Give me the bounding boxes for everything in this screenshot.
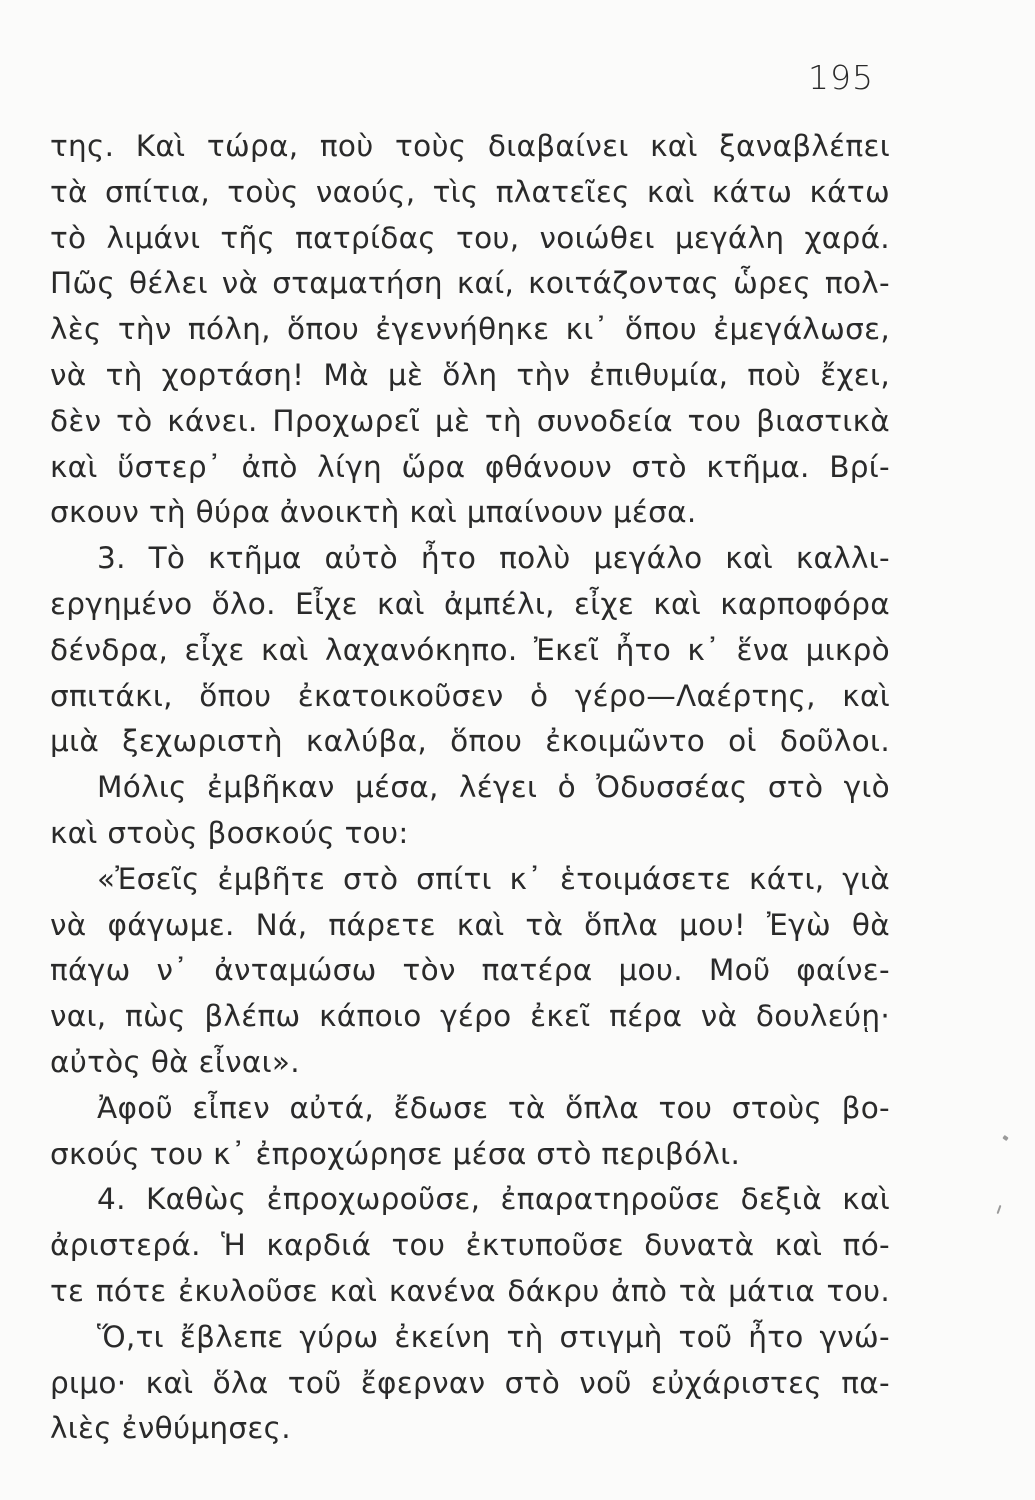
text-line: νὰ φάγωμε. Νά, πάρετε καὶ τὰ ὅπλα μου! Ἐγὼ θὰ	[50, 907, 890, 942]
text-line: ναι, πὼς βλέπω κάποιο γέρο ἐκεῖ πέρα νὰ δουλεύῃ·	[50, 999, 890, 1034]
text-line: μιὰ ξεχωριστὴ καλύβα, ὅπου ἐκοιμῶντο οἱ δοῦλοι.	[50, 724, 890, 759]
text-line: τὸ λιμάνι τῆς πατρίδας του, νοιώθει μεγάλη χαρά.	[50, 220, 890, 255]
text-line: λὲς τὴν πόλη, ὅπου ἐγεννήθηκε κι᾽ ὅπου ἐμεγάλωσε,	[50, 312, 890, 347]
body-text	[50, 124, 890, 1452]
text-line: ριμο· καὶ ὅλα τοῦ ἔφερναν στὸ νοῦ εὐχάριστες πα-	[50, 1365, 890, 1400]
text-line: «Ἐσεῖς ἐμβῆτε στὸ σπίτι κ᾽ ἑτοιμάσετε κάτι, γιὰ	[97, 861, 890, 896]
text-line: καὶ ὕστερ᾽ ἀπὸ λίγη ὥρα φθάνουν στὸ κτῆμα. Βρί-	[50, 449, 890, 484]
text-line: σκουν τὴ θύρα ἀνοικτὴ καὶ μπαίνουν μέσα.	[50, 495, 697, 530]
text-line: σπιτάκι, ὅπου ἐκατοικοῦσεν ὁ γέρο—Λαέρτης, καὶ	[50, 678, 890, 713]
text-line: τε πότε ἐκυλοῦσε καὶ κανένα δάκρυ ἀπὸ τὰ μάτια του.	[50, 1273, 890, 1308]
text-line: δένδρα, εἶχε καὶ λαχανόκηπο. Ἐκεῖ ἦτο κ᾽ ἕνα μικρὸ	[50, 632, 890, 667]
text-line: της. Καὶ τώρα, ποὺ τοὺς διαβαίνει καὶ ξαναβλέπει	[50, 129, 890, 163]
scan-speck	[997, 1205, 1002, 1214]
text-line: Ἀφοῦ εἶπεν αὐτά, ἔδωσε τὰ ὅπλα του στοὺς βο-	[97, 1090, 890, 1125]
scan-speck	[1002, 1135, 1008, 1141]
text-line: πάγω ν᾽ ἀνταμώσω τὸν πατέρα μου. Μοῦ φαίνε-	[50, 953, 890, 988]
text-line: λιὲς ἐνθύμησες.	[50, 1411, 291, 1446]
text-line: καὶ στοὺς βοσκούς του:	[50, 815, 409, 850]
text-line: Πῶς θέλει νὰ σταματήση καί, κοιτάζοντας ὧρες πολ-	[50, 266, 890, 301]
text-line: νὰ τὴ χορτάση! Μὰ μὲ ὅλη τὴν ἐπιθυμία, ποὺ ἔχει,	[50, 357, 890, 392]
text-line: 4. Καθὼς ἐπροχωροῦσε, ἐπαρατηροῦσε δεξιὰ καὶ	[97, 1182, 890, 1217]
text-line: δὲν τὸ κάνει. Προχωρεῖ μὲ τὴ συνοδεία του βιαστικὰ	[50, 403, 890, 438]
text-line: Ὅ,τι ἔβλεπε γύρω ἐκείνη τὴ στιγμὴ τοῦ ἦτο γνώ-	[97, 1319, 890, 1354]
text-line: σκούς του κ᾽ ἐπροχώρησε μέσα στὸ περιβόλι.	[50, 1136, 741, 1171]
text-line: αὐτὸς θὰ εἶναι».	[50, 1044, 300, 1079]
text-line: 3. Τὸ κτῆμα αὐτὸ ἦτο πολὺ μεγάλο καὶ καλλι-	[97, 541, 890, 576]
text-line: Μόλις ἐμβῆκαν μέσα, λέγει ὁ Ὀδυσσέας στὸ γιὸ	[97, 770, 890, 805]
text-line: εργημένο ὅλο. Εἶχε καὶ ἀμπέλι, εἶχε καὶ καρποφόρα	[50, 586, 890, 621]
text-line: τὰ σπίτια, τοὺς ναούς, τὶς πλατεῖες καὶ κάτω κάτω	[50, 174, 890, 209]
page-number: 195	[808, 58, 874, 97]
text-line: ἀριστερά. Ἡ καρδιά του ἐκτυποῦσε δυνατὰ καὶ πό-	[50, 1228, 890, 1263]
